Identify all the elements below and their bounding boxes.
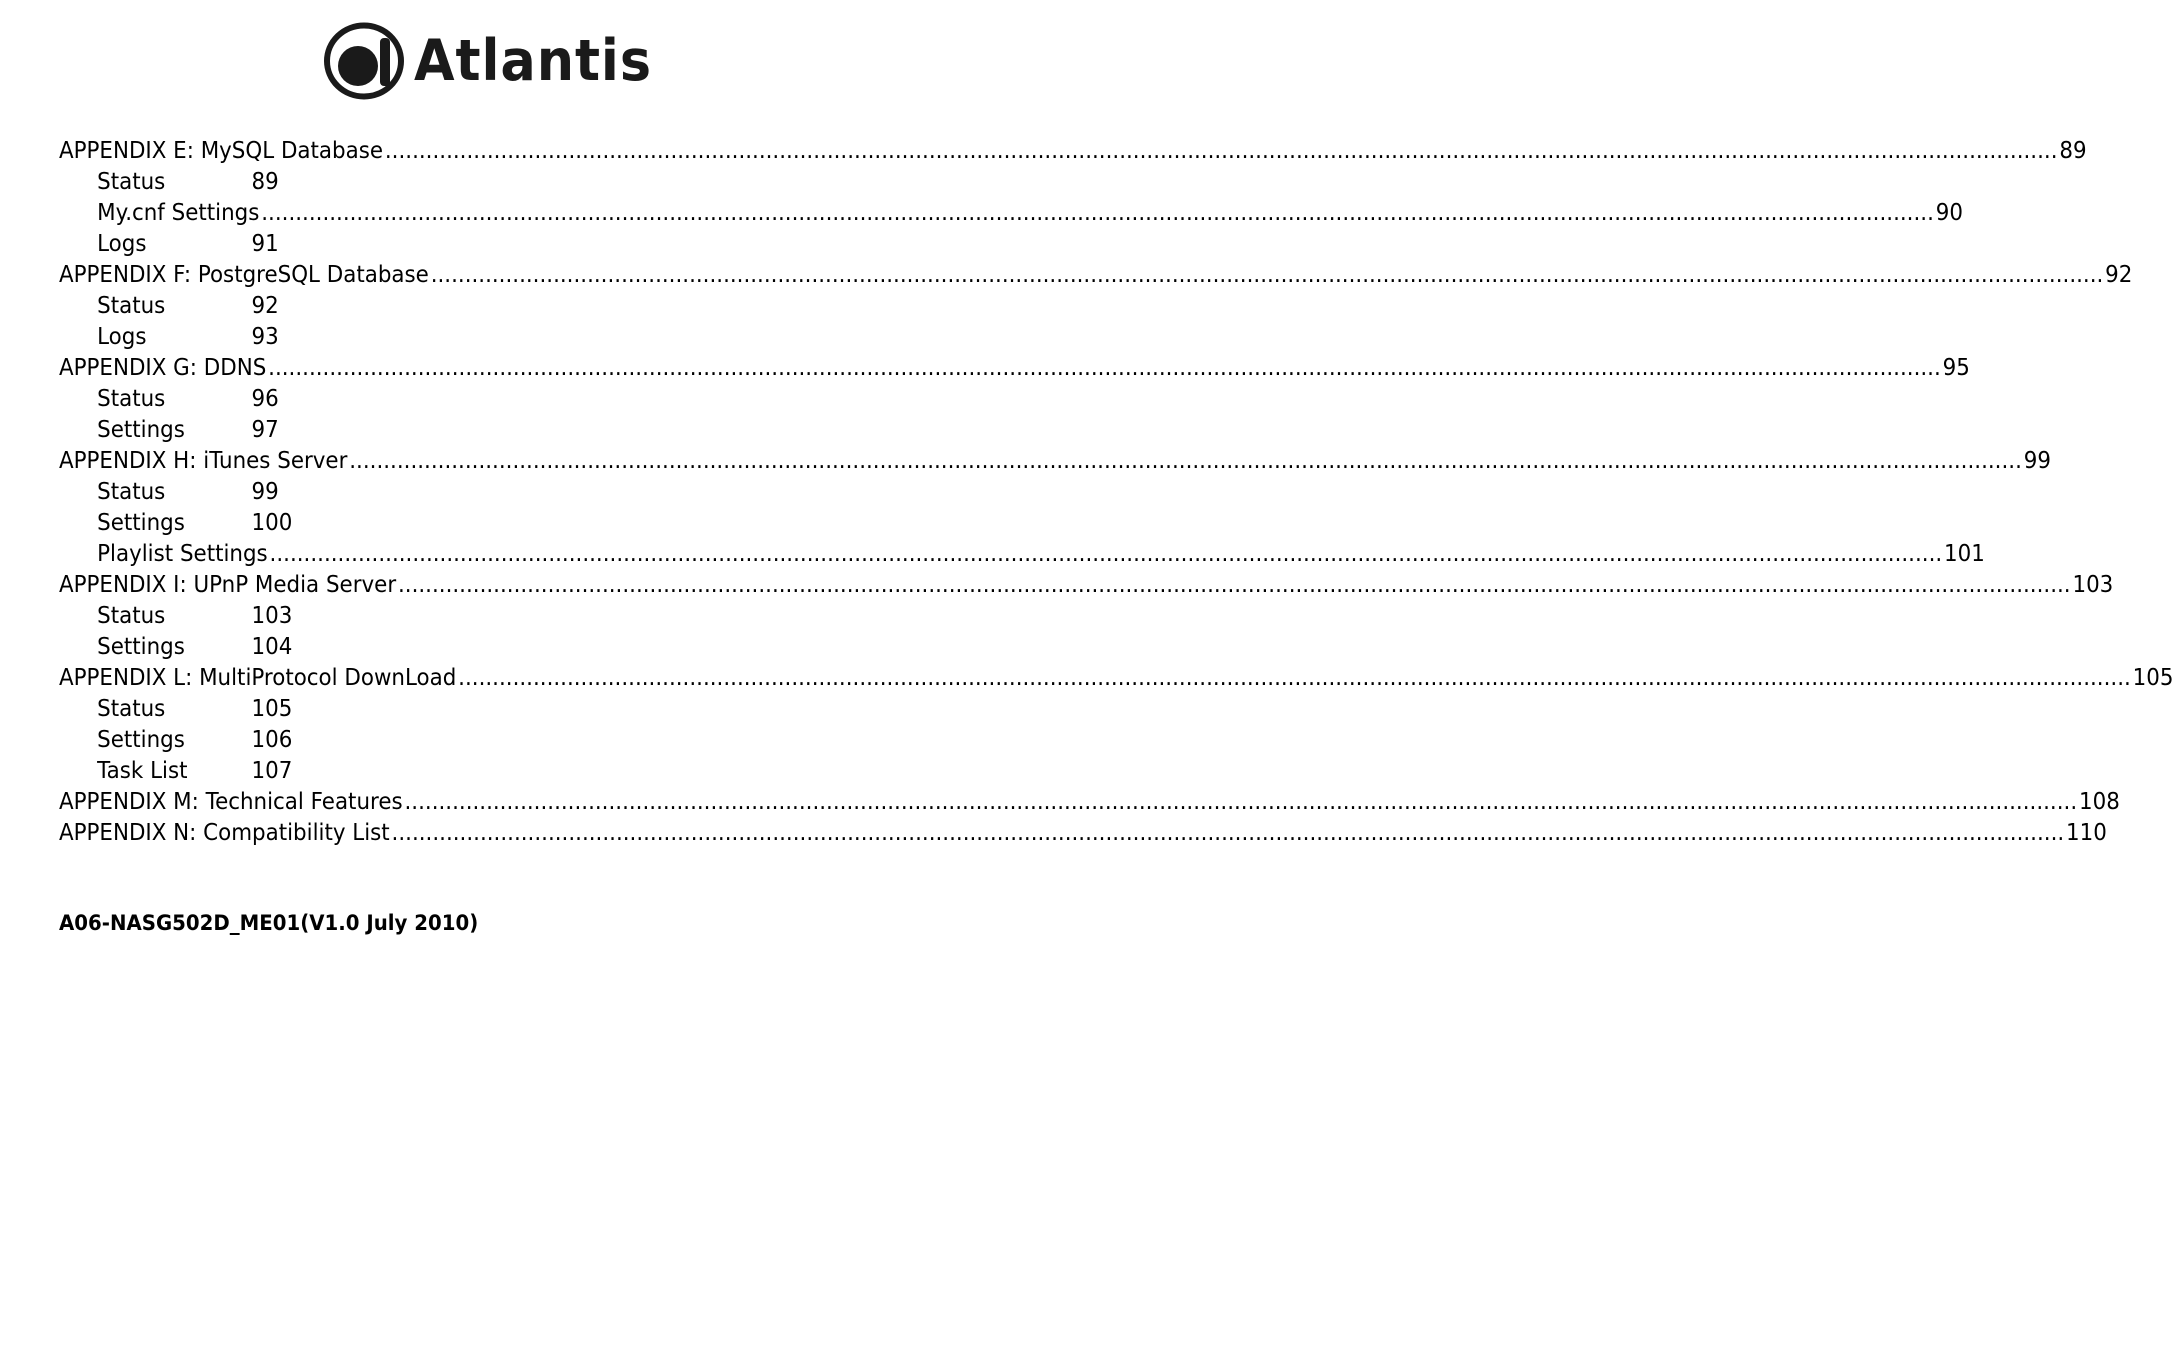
- toc-entry-page: 108: [2078, 789, 2120, 815]
- toc-entry-page: 103: [251, 603, 293, 629]
- toc-entry-title: APPENDIX G: DDNS: [59, 355, 267, 381]
- toc-entry-title: Settings: [97, 417, 185, 443]
- toc-entry-title: APPENDIX F: PostgreSQL Database: [59, 262, 429, 288]
- toc-entry[interactable]: [59, 167, 959, 198]
- toc-entry-title: APPENDIX H: iTunes Server: [59, 448, 348, 474]
- toc-dot-leader: [404, 787, 2077, 818]
- toc-entry-page: 93: [251, 324, 279, 350]
- toc-entry-page: 90: [1935, 200, 1963, 226]
- toc-entry-title: Status: [97, 696, 166, 722]
- toc-entry-page: 105: [2132, 665, 2174, 691]
- toc-entry[interactable]: [59, 260, 2133, 291]
- toc-entry[interactable]: [59, 756, 959, 787]
- toc-entry[interactable]: [59, 229, 959, 260]
- toc-entry-title: Playlist Settings: [97, 541, 268, 567]
- toc-entry[interactable]: [59, 539, 1985, 570]
- brand-name: Atlantis: [414, 28, 652, 94]
- toc-entry-page: 89: [2059, 138, 2087, 164]
- toc-entry[interactable]: [59, 322, 959, 353]
- toc-entry-title: Settings: [97, 634, 185, 660]
- toc-entry-title: APPENDIX M: Technical Features: [59, 789, 403, 815]
- toc-entry-page: 95: [1942, 355, 1970, 381]
- toc-entry[interactable]: [59, 787, 2120, 818]
- toc-entry[interactable]: [59, 725, 959, 756]
- toc-entry-page: 110: [2066, 820, 2107, 846]
- toc-entry-title: APPENDIX E: MySQL Database: [59, 138, 384, 164]
- table-of-contents: [59, 136, 2174, 849]
- atlantis-logo-mark-icon: [324, 22, 404, 100]
- atlantis-logo: [324, 22, 673, 100]
- toc-entry[interactable]: [59, 446, 2051, 477]
- toc-entry-title: Settings: [97, 510, 185, 536]
- toc-entry-page: 104: [251, 634, 293, 660]
- toc-entry-page: 101: [1944, 541, 1985, 567]
- toc-entry-title: Logs: [97, 231, 147, 257]
- toc-entry[interactable]: [59, 291, 959, 322]
- toc-entry[interactable]: [59, 415, 959, 446]
- toc-entry-title: Status: [97, 386, 166, 412]
- toc-entry-page: 96: [251, 386, 279, 412]
- toc-entry-page: 105: [251, 696, 293, 722]
- toc-dot-leader: [261, 198, 1934, 229]
- toc-entry[interactable]: [59, 198, 1963, 229]
- toc-entry-title: APPENDIX N: Compatibility List: [59, 820, 390, 846]
- toc-entry[interactable]: [59, 694, 959, 725]
- toc-entry-title: Settings: [97, 727, 185, 753]
- toc-entry-page: 99: [251, 479, 279, 505]
- toc-dot-leader: [268, 353, 1941, 384]
- toc-dot-leader: [392, 818, 2065, 849]
- toc-entry-title: Status: [97, 293, 166, 319]
- toc-entry-title: APPENDIX I: UPnP Media Server: [59, 572, 397, 598]
- toc-dot-leader: [385, 136, 2058, 167]
- toc-entry-page: 106: [251, 727, 293, 753]
- toc-entry-page: 99: [2023, 448, 2051, 474]
- toc-entry-page: 89: [251, 169, 279, 195]
- toc-entry[interactable]: [59, 477, 959, 508]
- toc-entry-title: APPENDIX L: MultiProtocol DownLoad: [59, 665, 457, 691]
- toc-entry-title: Logs: [97, 324, 147, 350]
- toc-dot-leader: [431, 260, 2104, 291]
- toc-entry-page: 92: [2105, 262, 2133, 288]
- toc-entry-page: 97: [251, 417, 279, 443]
- toc-entry[interactable]: [59, 818, 2107, 849]
- toc-entry-page: 100: [251, 510, 293, 536]
- toc-entry[interactable]: [59, 570, 2114, 601]
- toc-entry-title: Status: [97, 603, 166, 629]
- document-version: A06-NASG502D_ME01(V1.0 July 2010): [59, 911, 479, 935]
- toc-entry-title: Task List: [97, 758, 188, 784]
- toc-entry[interactable]: [59, 508, 959, 539]
- toc-entry-title: Status: [97, 169, 166, 195]
- toc-entry-page: 92: [251, 293, 279, 319]
- toc-dot-leader: [349, 446, 2022, 477]
- toc-entry[interactable]: [59, 632, 959, 663]
- toc-dot-leader: [270, 539, 1943, 570]
- toc-dot-leader: [398, 570, 2071, 601]
- toc-entry[interactable]: [59, 136, 2087, 167]
- toc-entry[interactable]: [59, 353, 1970, 384]
- toc-dot-leader: [458, 663, 2131, 694]
- toc-entry-title: Status: [97, 479, 166, 505]
- toc-entry-page: 91: [251, 231, 279, 257]
- toc-entry-title: My.cnf Settings: [97, 200, 260, 226]
- toc-entry[interactable]: [59, 663, 2174, 694]
- toc-entry[interactable]: [59, 384, 959, 415]
- toc-entry-page: 107: [251, 758, 293, 784]
- toc-entry-page: 103: [2072, 572, 2114, 598]
- toc-entry[interactable]: [59, 601, 959, 632]
